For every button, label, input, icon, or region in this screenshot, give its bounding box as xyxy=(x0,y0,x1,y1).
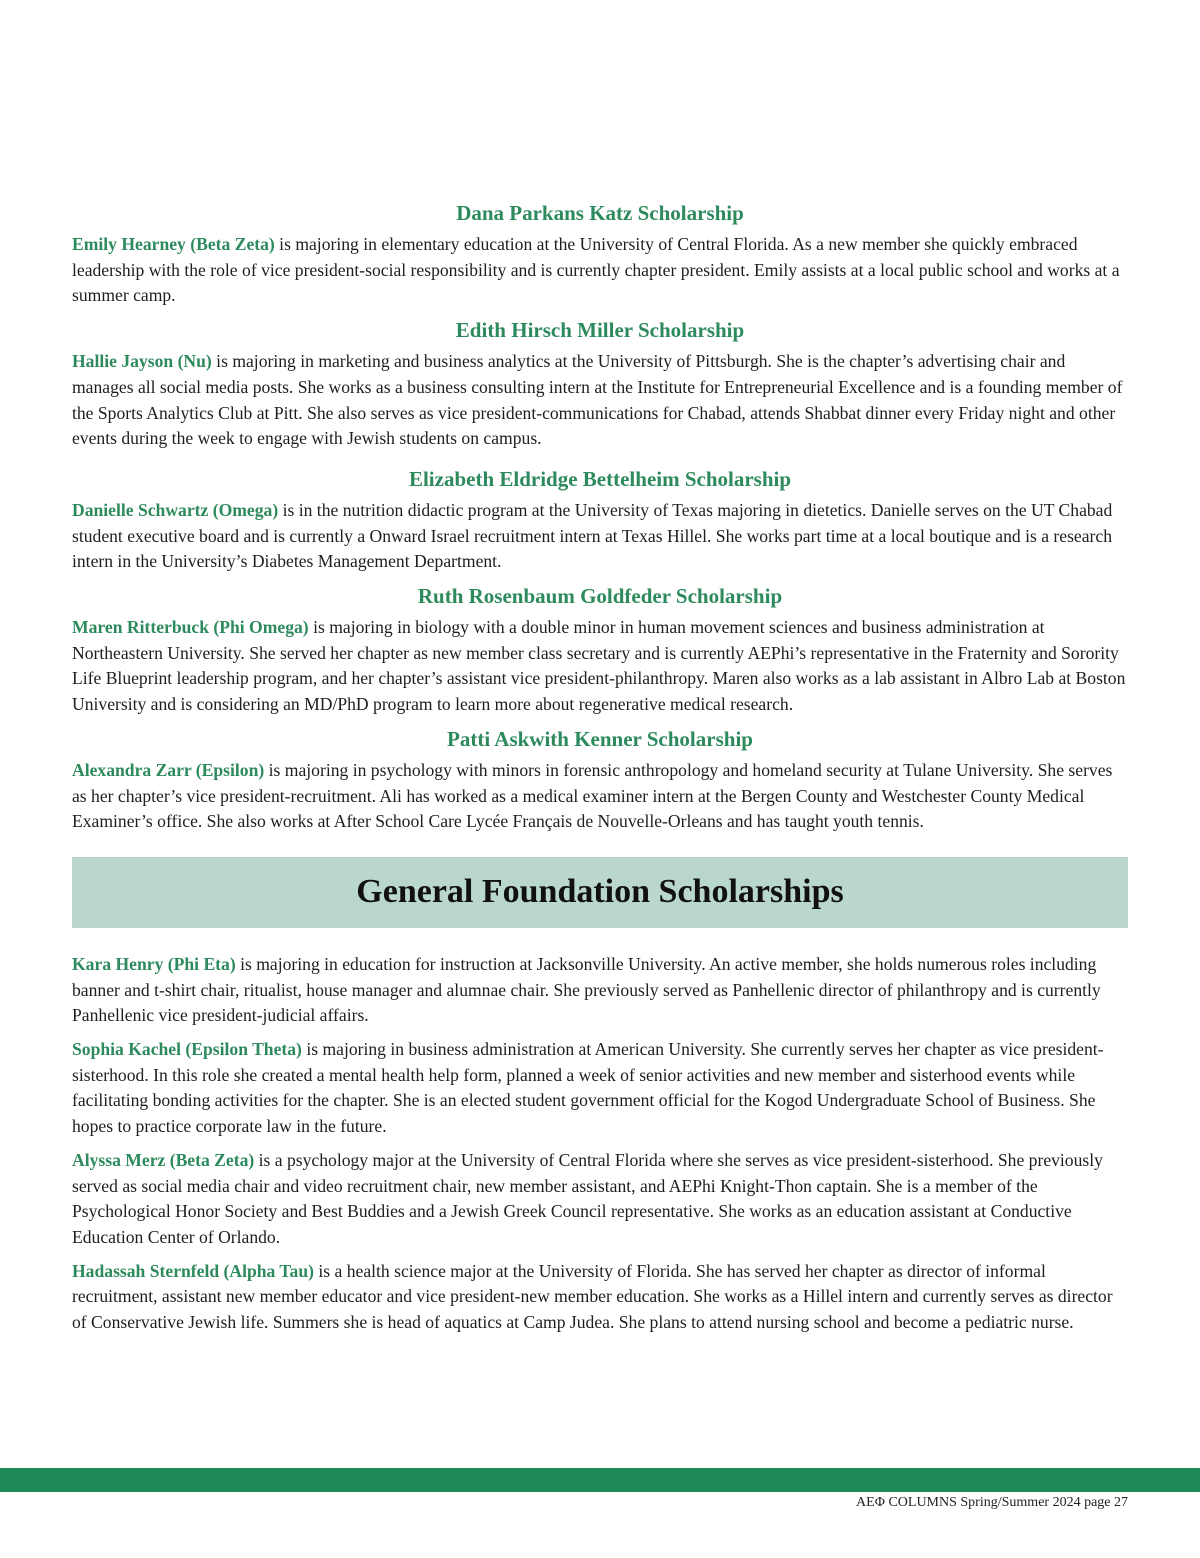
scholarship-title-elizabeth-eldridge-bettelheim: Elizabeth Eldridge Bettelheim Scholarship xyxy=(408,466,792,491)
scholarship-title-ruth-rosenbaum-goldfeder: Ruth Rosenbaum Goldfeder Scholarship xyxy=(417,584,783,609)
recipient-name: Kara Henry (Phi Eta) xyxy=(72,953,236,974)
scholarship-title-edith-hirsch-miller: Edith Hirsch Miller Scholarship xyxy=(455,318,745,343)
footer-bar xyxy=(0,1468,1200,1492)
recipient-description: is a health science major at the University of Florida. She has served her chapter as director of informal recruitment, assistant new member educator and vice president-new member education. She works as a Hillel intern and currently serves as director of Conservative Jewish life. Summers she is head of aquatics at Camp Judea. She plans to attend nursing school and become a pediatric nurse. xyxy=(72,1260,1113,1333)
recipient-name: Danielle Schwartz (Omega) xyxy=(72,499,279,520)
general-foundation-list xyxy=(72,952,1128,1336)
scholarship-title-dana-parkans-katz: Dana Parkans Katz Scholarship xyxy=(456,201,744,225)
recipient-bio xyxy=(72,349,1128,452)
recipient-bio xyxy=(72,952,1128,1029)
footer-page-label: AEΦ COLUMNS Spring/Summer 2024 page 27 xyxy=(856,1495,1128,1510)
recipient-description: is majoring in business administration at American University. She currently serves her chapter as vice president-sisterhood. In this role she created a mental health help form, planned a week of senior activities and new member and sisterhood events while facilitating bonding activities for the chapter. She is an elected student government official for the Kogod Undergraduate School of Business. She hopes to practice corporate law in the future. xyxy=(72,1039,1104,1137)
recipient-name: Maren Ritterbuck (Phi Omega) xyxy=(72,617,309,638)
recipient-name: Alyssa Merz (Beta Zeta) xyxy=(72,1149,255,1170)
general-foundation-banner xyxy=(72,857,1128,928)
recipient-name: Sophia Kachel (Epsilon Theta) xyxy=(72,1039,302,1060)
recipient-description: is majoring in psychology with minors in forensic anthropology and homeland security at Tulane University. She serves as her chapter’s vice president-recruitment. Ali has worked as a medical examiner intern at the Bergen County and Westchester County Medical Examiner’s office. She also works at After School Care Lycée Français de Nouvelle-Orleans and has taught youth tennis. xyxy=(72,759,1113,832)
recipient-description: is a psychology major at the University of Central Florida where she serves as vice president-sisterhood. She previously served as social media chair and video recruitment chair, new member assistant, and AEPhi Knight-Thon captain. She is a member of the Psychological Honor Society and Best Buddies and a Jewish Greek Council representative. She works as an education assistant at Conductive Education Center of Orlando. xyxy=(72,1149,1103,1247)
recipient-description: is majoring in elementary education at the University of Central Florida. As a new member she quickly embraced leadership with the role of vice president-social responsibility and is currently chapter president. Emily assists at a local public school and works at a summer camp. xyxy=(72,234,1120,306)
page-content xyxy=(72,198,1128,1344)
recipient-bio xyxy=(72,498,1128,575)
recipient-bio xyxy=(72,758,1128,835)
recipient-name: Hallie Jayson (Nu) xyxy=(72,351,212,372)
recipient-bio xyxy=(72,615,1128,718)
recipient-description: is majoring in biology with a double minor in human movement sciences and business administration at Northeastern University. She served her chapter as new member class secretary and is currently AEPhi’s representative in the Fraternity and Sorority Life Blueprint leadership program, and her chapter’s assistant vice president-philanthropy. Maren also works as a lab assistant in Albro Lab at Boston University and is considering an MD/PhD program to learn more about regenerative medical research. xyxy=(72,617,1126,715)
recipient-bio xyxy=(72,1148,1128,1251)
recipient-name: Hadassah Sternfeld (Alpha Tau) xyxy=(72,1260,314,1281)
recipient-name: Alexandra Zarr (Epsilon) xyxy=(72,759,265,780)
recipient-bio xyxy=(72,1259,1128,1336)
recipient-description: is majoring in marketing and business analytics at the University of Pittsburgh. She is the chapter’s advertising chair and manages all social media posts. She works as a business consulting intern at the Institute for Entrepreneurial Excellence and is a founding member of the Sports Analytics Club at Pitt. She also serves as vice president-communications for Chabad, attends Shabbat dinner every Friday night and other events during the week to engage with Jewish students on campus. xyxy=(72,351,1123,449)
recipient-description: is in the nutrition didactic program at the University of Texas majoring in dietetics. Danielle serves on the UT Chabad student executive board and is currently a Onward Israel recruitment intern at Texas Hillel. She works part time at a local boutique and is a research intern in the University’s Diabetes Management Department. xyxy=(72,499,1113,572)
scholarship-title-patti-askwith-kenner: Patti Askwith Kenner Scholarship xyxy=(447,726,753,751)
recipient-description: is majoring in education for instruction at Jacksonville University. An active member, she holds numerous roles including banner and t-shirt chair, ritualist, house manager and alumnae chair. She previously served as Panhellenic director of philanthropy and is currently Panhellenic vice president-judicial affairs. xyxy=(72,953,1101,1026)
recipient-bio xyxy=(72,1037,1128,1140)
recipient-name: Emily Hearney (Beta Zeta) xyxy=(72,234,275,254)
recipient-bio xyxy=(72,232,1128,309)
general-foundation-heading: General Foundation Scholarships xyxy=(356,873,844,911)
